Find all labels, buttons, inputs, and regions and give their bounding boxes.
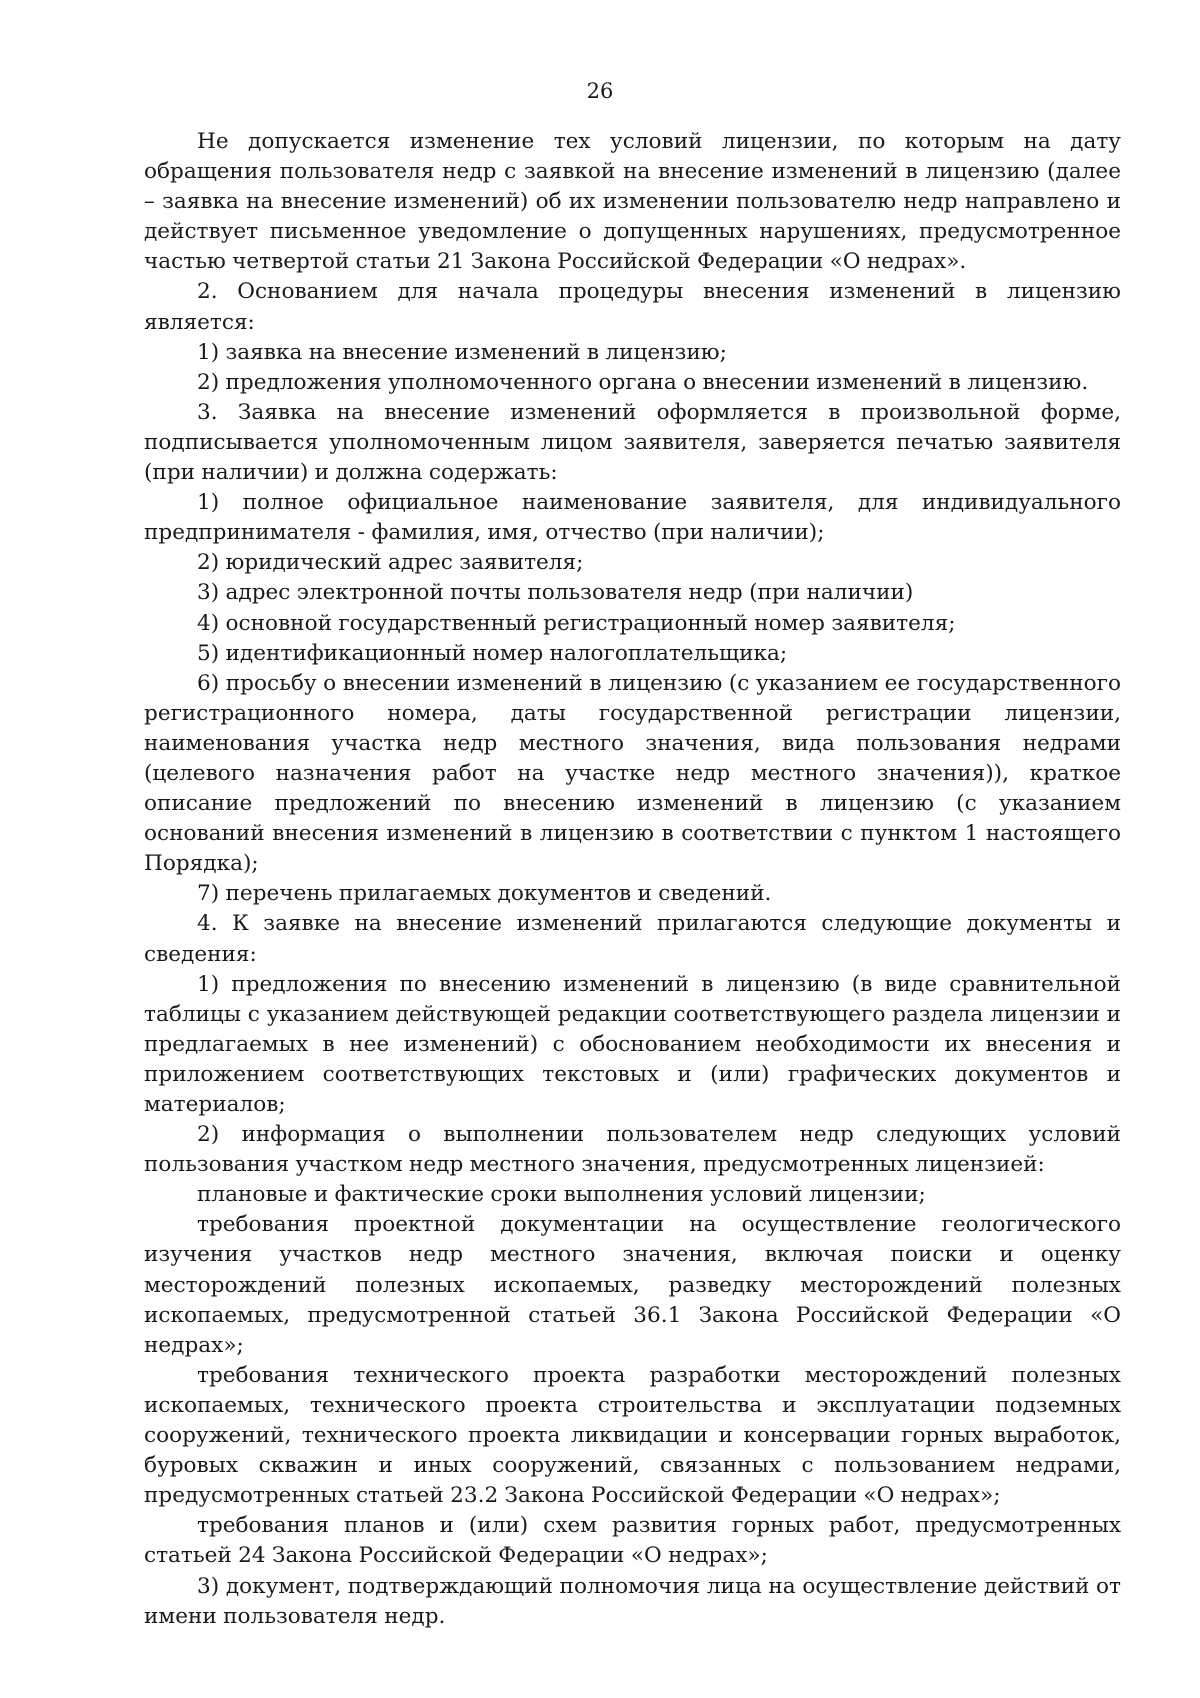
- paragraph-2-item-2: 2) предложения уполномоченного органа о внесении изменений в лицензию.: [197, 369, 1089, 395]
- paragraph-3-item-3: 3) адрес электронной почты пользователя недр (при наличии): [197, 580, 914, 606]
- paragraph-4-item-3: 3) документ, подтверждающий полномочия лица на осуществление действий от имени пользователя недр.: [144, 1573, 1121, 1629]
- paragraph-4-item-2-sub-3: требования технического проекта разработки месторождений полезных ископаемых, технического проекта строительства и эксплуатации подземных сооружений, технического проекта ликвидации и консервации горных выработок, буровых скважин и иных сооружений, связанных с пользованием недрами, предусмотренных статьей 23.2 Закона Российской Федерации «О недрах»;: [144, 1362, 1121, 1509]
- document-body: [144, 127, 1121, 1632]
- paragraph-4-item-2-sub-2: требования проектной документации на осуществление геологического изучения участков недр местного значения, включая поиски и оценку месторождений полезных ископаемых, разведку месторождений полезных ископаемых, предусмотренной статьей 36.1 Закона Российской Федерации «О недрах»;: [144, 1212, 1121, 1358]
- paragraph-4-item-2-sub-4: требования планов и (или) схем развития горных работ, предусмотренных статьей 24 Закона Российской Федерации «О недрах»;: [144, 1513, 1121, 1569]
- page-number: 26: [586, 79, 614, 103]
- paragraph-2-item-1: 1) заявка на внесение изменений в лицензию;: [197, 339, 727, 365]
- paragraph-4-item-1: 1) предложения по внесению изменений в лицензию (в виде сравнительной таблицы с указанием действующей редакции соответствующего раздела лицензии и предлагаемых в нее изменений) с обоснованием необходимости их внесения и приложением соответствующих текстовых и (или) графических документов и материалов;: [144, 971, 1121, 1117]
- paragraph-3: 3. Заявка на внесение изменений оформляется в произвольной форме, подписывается уполномоченным лицом заявителя, заверяется печатью заявителя (при наличии) и должна содержать:: [144, 399, 1121, 486]
- paragraph-4-item-2: 2) информация о выполнении пользователем недр следующих условий пользования участком недр местного значения, предусмотренных лицензией:: [144, 1122, 1121, 1178]
- paragraph-3-item-6: 6) просьбу о внесении изменений в лицензию (с указанием ее государственного регистрационного номера, даты государственной регистрации лицензии, наименования участка недр местного значения, вида пользования недрами (целевого назначения работ на участке недр местного значения)), краткое описание предложений по внесению изменений в лицензию (с указанием оснований внесения изменений в лицензию в соответствии с пунктом 1 настоящего Порядка);: [144, 670, 1121, 877]
- paragraph-3-item-7: 7) перечень прилагаемых документов и сведений.: [197, 881, 772, 907]
- paragraph-intro: Не допускается изменение тех условий лицензии, по которым на дату обращения пользователя недр с заявкой на внесение изменений в лицензию (далее – заявка на внесение изменений) об их изменении пользователю недр направлено и действует письменное уведомление о допущенных нарушениях, предусмотренное частью четвертой статьи 21 Закона Российской Федерации «О недрах».: [144, 129, 1121, 275]
- paragraph-2: 2. Основанием для начала процедуры внесения изменений в лицензию является:: [144, 279, 1121, 335]
- paragraph-4: 4. К заявке на внесение изменений прилагаются следующие документы и сведения:: [144, 911, 1121, 967]
- paragraph-3-item-2: 2) юридический адрес заявителя;: [197, 550, 584, 576]
- paragraph-3-item-1: 1) полное официальное наименование заявителя, для индивидуального предпринимателя - фамилия, имя, отчество (при наличии);: [144, 490, 1121, 546]
- paragraph-4-item-2-sub-1: плановые и фактические сроки выполнения условий лицензии;: [197, 1182, 926, 1208]
- paragraph-3-item-4: 4) основной государственный регистрационный номер заявителя;: [197, 610, 956, 636]
- paragraph-3-item-5: 5) идентификационный номер налогоплательщика;: [197, 640, 788, 666]
